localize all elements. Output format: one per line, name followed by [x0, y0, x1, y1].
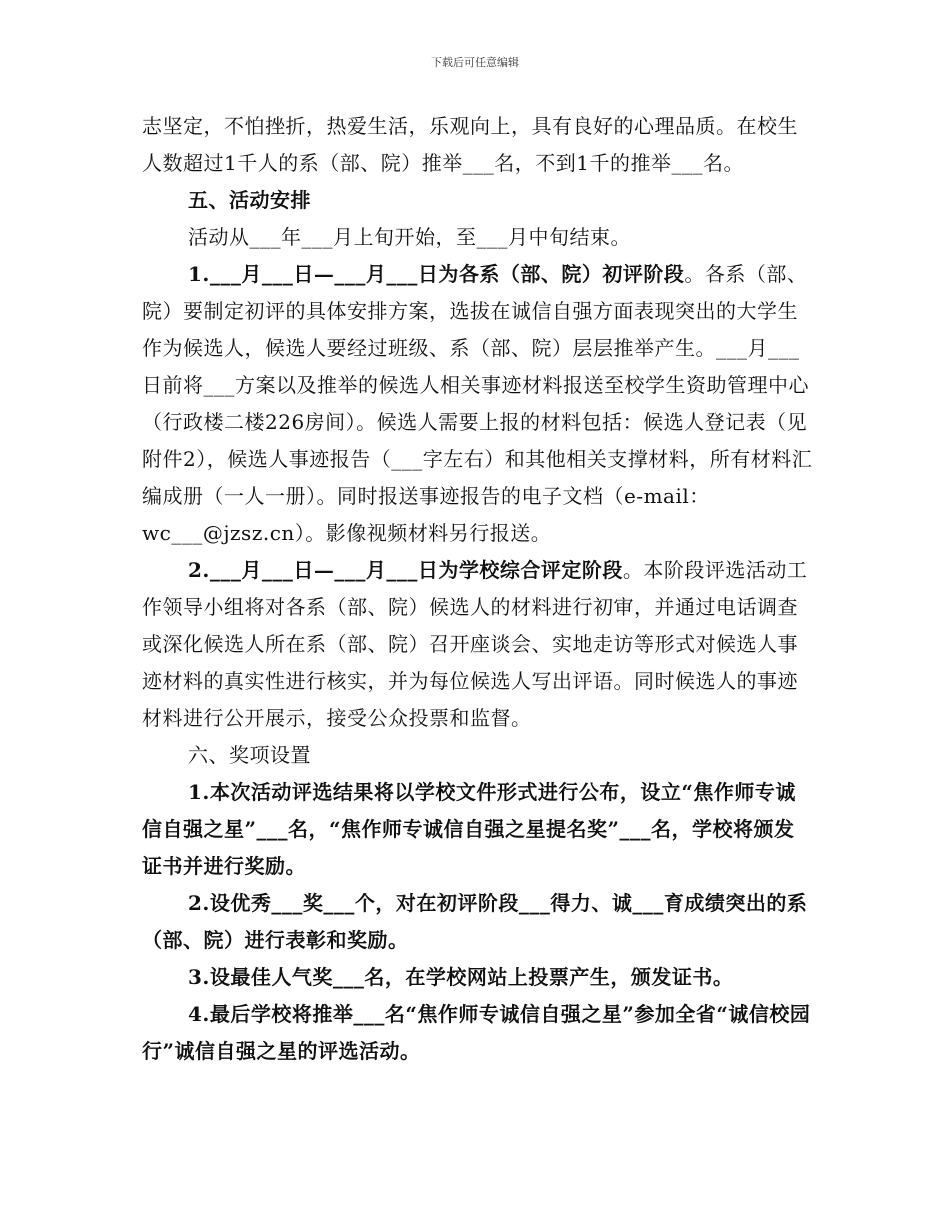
paragraph-award-1: 1.本次活动评选结果将以学校文件形式进行公布，设立“焦作师专诚信自强之星”___名，“焦作师专诚信自强之星提名奖”___名，学校将颁发证书并进行奖励。: [142, 780, 796, 878]
paragraph-award-4: 4.最后学校将推举___名“焦作师专诚信自强之星”参加全省“诚信校园行”诚信自强之星的评选活动。: [142, 1002, 811, 1063]
preliminary-stage-lead: 1.___月___日—___月___日为各系（部、院）初评阶段: [188, 262, 685, 286]
preliminary-stage-body: 。各系（部、院）要制定初评的具体安排方案，选拔在诚信自强方面表现突出的大学生作为候选人，候选人要经过班级、系（部、院）层层推举产生。___月___日前将___方案以及推举的候选人相关事迹材料报送至校学生资助管理中心（行政楼二楼226房间）。候选人需要上报的材料包括：候选人登记表（见附件2），候选人事迹报告（___字左右）和其他相关支撑材料，所有材料汇编成册（一人一册）。同时报送事迹报告的电子文档（e-mail：wc___@jzsz.cn）。影像视频材料另行报送。: [142, 262, 813, 545]
paragraph-activity-period: 活动从___年___月上旬开始，至___月中旬结束。: [188, 225, 631, 249]
paragraph-qualification-continued: 志坚定，不怕挫折，热爱生活，乐观向上，具有良好的心理品质。在校生人数超过1千人的系（部、院）推举___名，不到1千的推举___名。: [142, 114, 798, 175]
document-body: [142, 108, 814, 1070]
section-heading-awards: 六、奖项设置: [188, 743, 311, 767]
comprehensive-stage-lead: 2.___月___日—___月___日为学校综合评定阶段: [188, 558, 623, 582]
comprehensive-stage-body: 。本阶段评选活动工作领导小组将对各系（部、院）候选人的材料进行初审，并通过电话调查或深化候选人所在系（部、院）召开座谈会、实地走访等形式对候选人事迹材料的真实性进行核实，并为每位候选人写出评语。同时候选人的事迹材料进行公开展示，接受公众投票和监督。: [142, 558, 808, 730]
section-heading-activity-arrangement: 五、活动安排: [188, 188, 311, 212]
paragraph-award-3: 3.设最佳人气奖___名，在学校网站上投票产生，颁发证书。: [188, 965, 734, 989]
page-header-note: 下载后可任意编辑: [431, 56, 519, 69]
paragraph-comprehensive-stage: [142, 552, 814, 737]
paragraph-award-2: 2.设优秀___奖___个，对在初评阶段___得力、诚___育成绩突出的系（部、院）进行表彰和奖励。: [142, 891, 808, 952]
paragraph-preliminary-stage: [142, 256, 814, 552]
